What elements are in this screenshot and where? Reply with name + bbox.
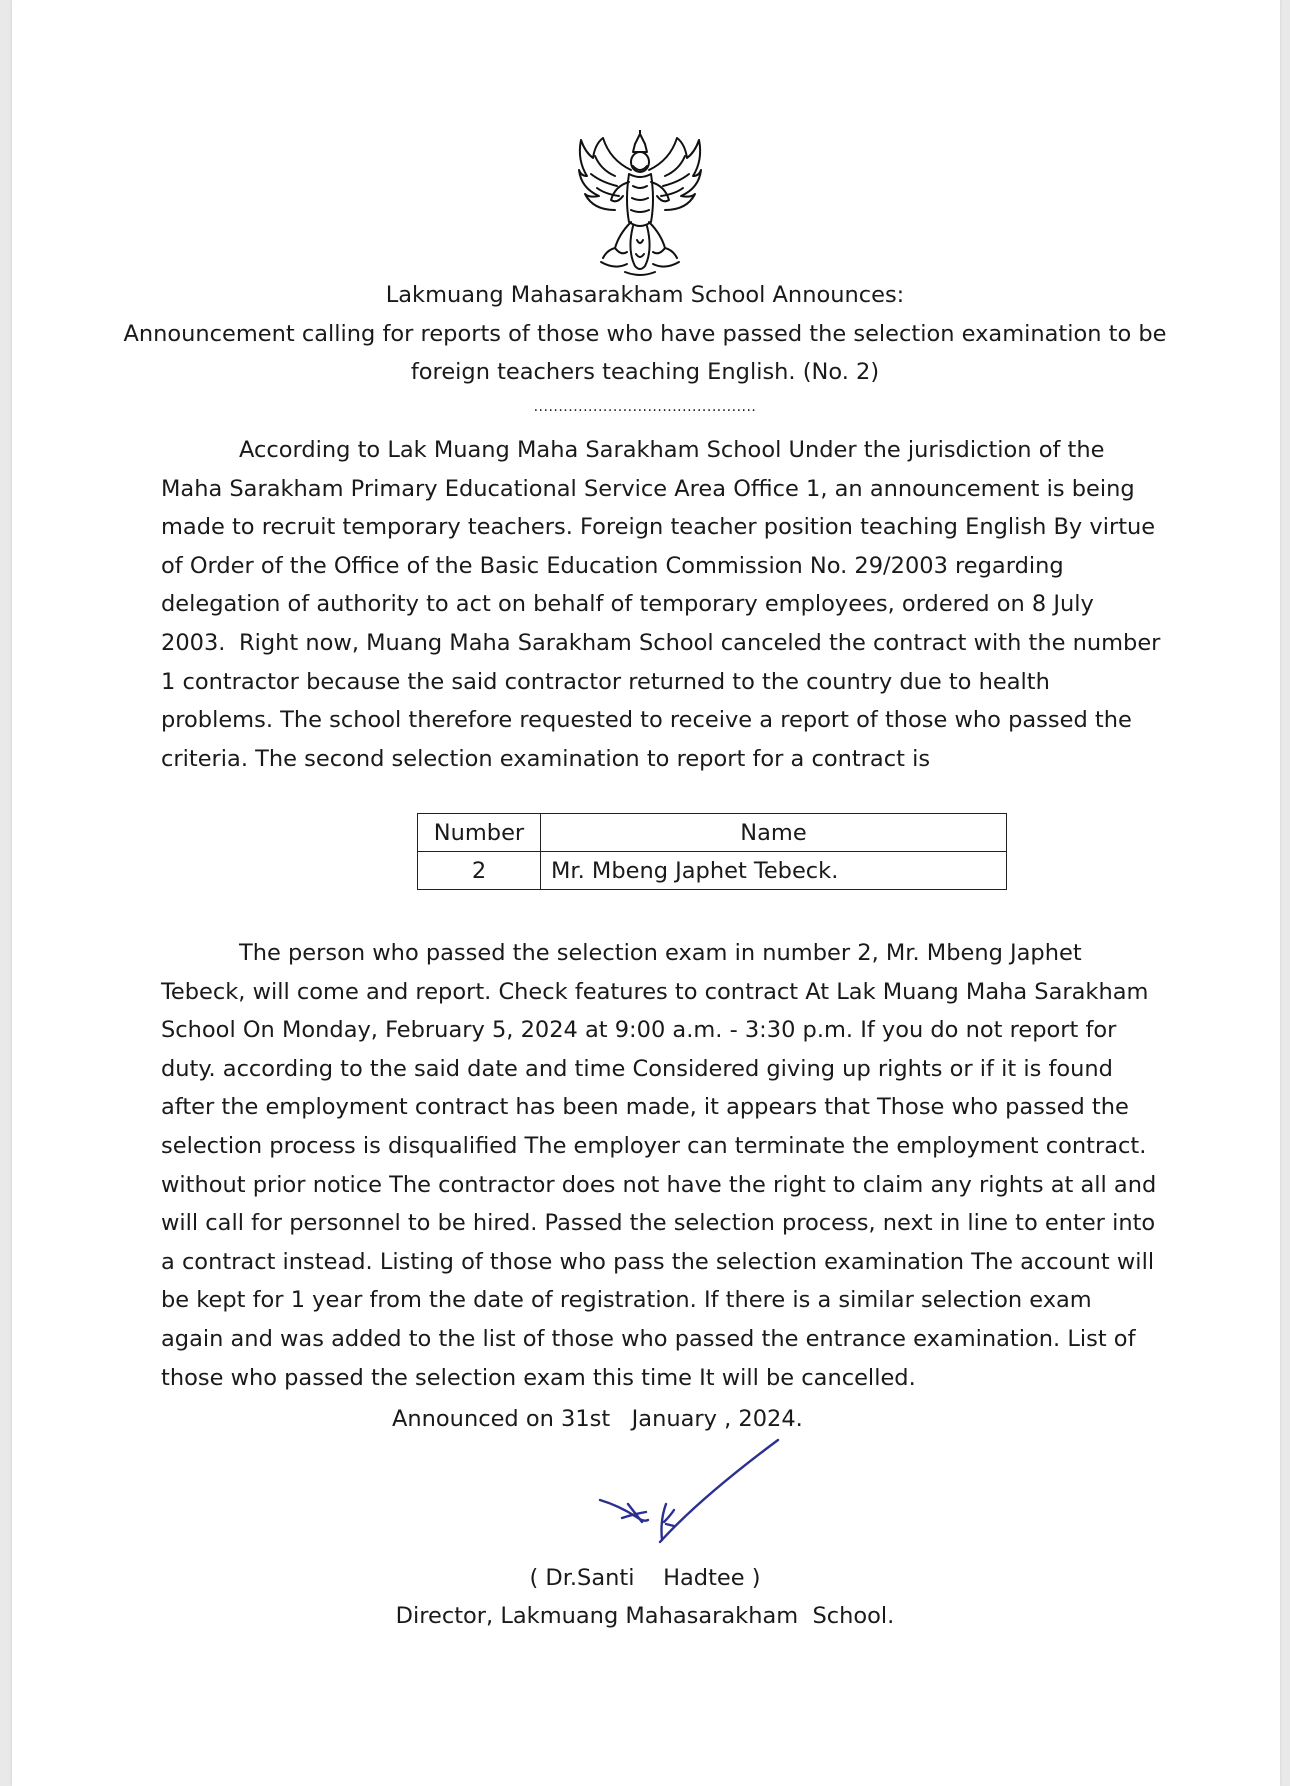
table-row <box>418 852 1007 890</box>
handwritten-signature <box>590 1438 790 1568</box>
row-number-cell: 2 <box>418 852 541 890</box>
garuda-emblem-icon <box>575 130 705 278</box>
table-header-row <box>418 814 1007 852</box>
announcement-title-line-2: foreign teachers teaching English. (No. 2) <box>410 359 880 385</box>
announcer-line: Lakmuang Mahasarakham School Announces: <box>385 282 905 308</box>
body-paragraph-3 <box>161 934 1161 1397</box>
dotted-separator: ............................................. <box>533 399 757 415</box>
body-paragraph-2-text: Right now, Muang Maha Sarakham School canceled the contract with the number 1 contractor because the said contractor returned to the country due to health problems. The school therefore requested to receive a report of those who passed the criteria. The second selection examination to report for a contract is <box>161 630 1161 772</box>
body-paragraph-3-text: The person who passed the selection exam in number 2, Mr. Mbeng Japhet Tebeck, will come and report. Check features to contract At Lak Muang Maha Sarakham School On Monday, February 5, 2024 at 9:00 a.m. - 3:30 p.m. If you do not report for duty. according to the said date and time Considered giving up rights or if it is found after the employment contract has been made, it appears that Those who passed the selection process is disqualified The employer can terminate the employment contract. without prior notice The contractor does not have the right to claim any rights at all and will call for personnel to be hired. Passed the selection process, next in line to enter into a contract instead. Listing of those who pass the selection examination The account will be kept for 1 year from the date of registration. If there is a similar selection exam again and was added to the list of those who passed the entrance examination. List of those who passed the selection exam this time It will be cancelled. <box>161 940 1157 1391</box>
body-paragraph-2 <box>161 624 1161 778</box>
signer-title: Director, Lakmuang Mahasarakham School. <box>395 1603 895 1629</box>
signer-name: ( Dr.Santi Hadtee ) <box>529 1565 761 1591</box>
selection-result-table <box>417 813 1007 890</box>
body-paragraph-1-text: According to Lak Muang Maha Sarakham School Under the jurisdiction of the Maha Sarakham Primary Educational Service Area Office 1, an announcement is being made to recruit temporary teachers. Foreign teacher position teaching English By virtue of Order of the Office of the Basic Education Commission No. 29/2003 regarding delegation of authority to act on behalf of temporary employees, ordered on 8 July 2003. <box>161 437 1156 656</box>
column-header-number: Number <box>418 814 541 852</box>
column-header-name: Name <box>541 814 1007 852</box>
row-name-cell: Mr. Mbeng Japhet Tebeck. <box>541 852 1007 890</box>
announcement-date: Announced on 31st January , 2024. <box>392 1406 803 1432</box>
announcement-title-line-1: Announcement calling for reports of those who have passed the selection examination to be <box>123 321 1167 347</box>
